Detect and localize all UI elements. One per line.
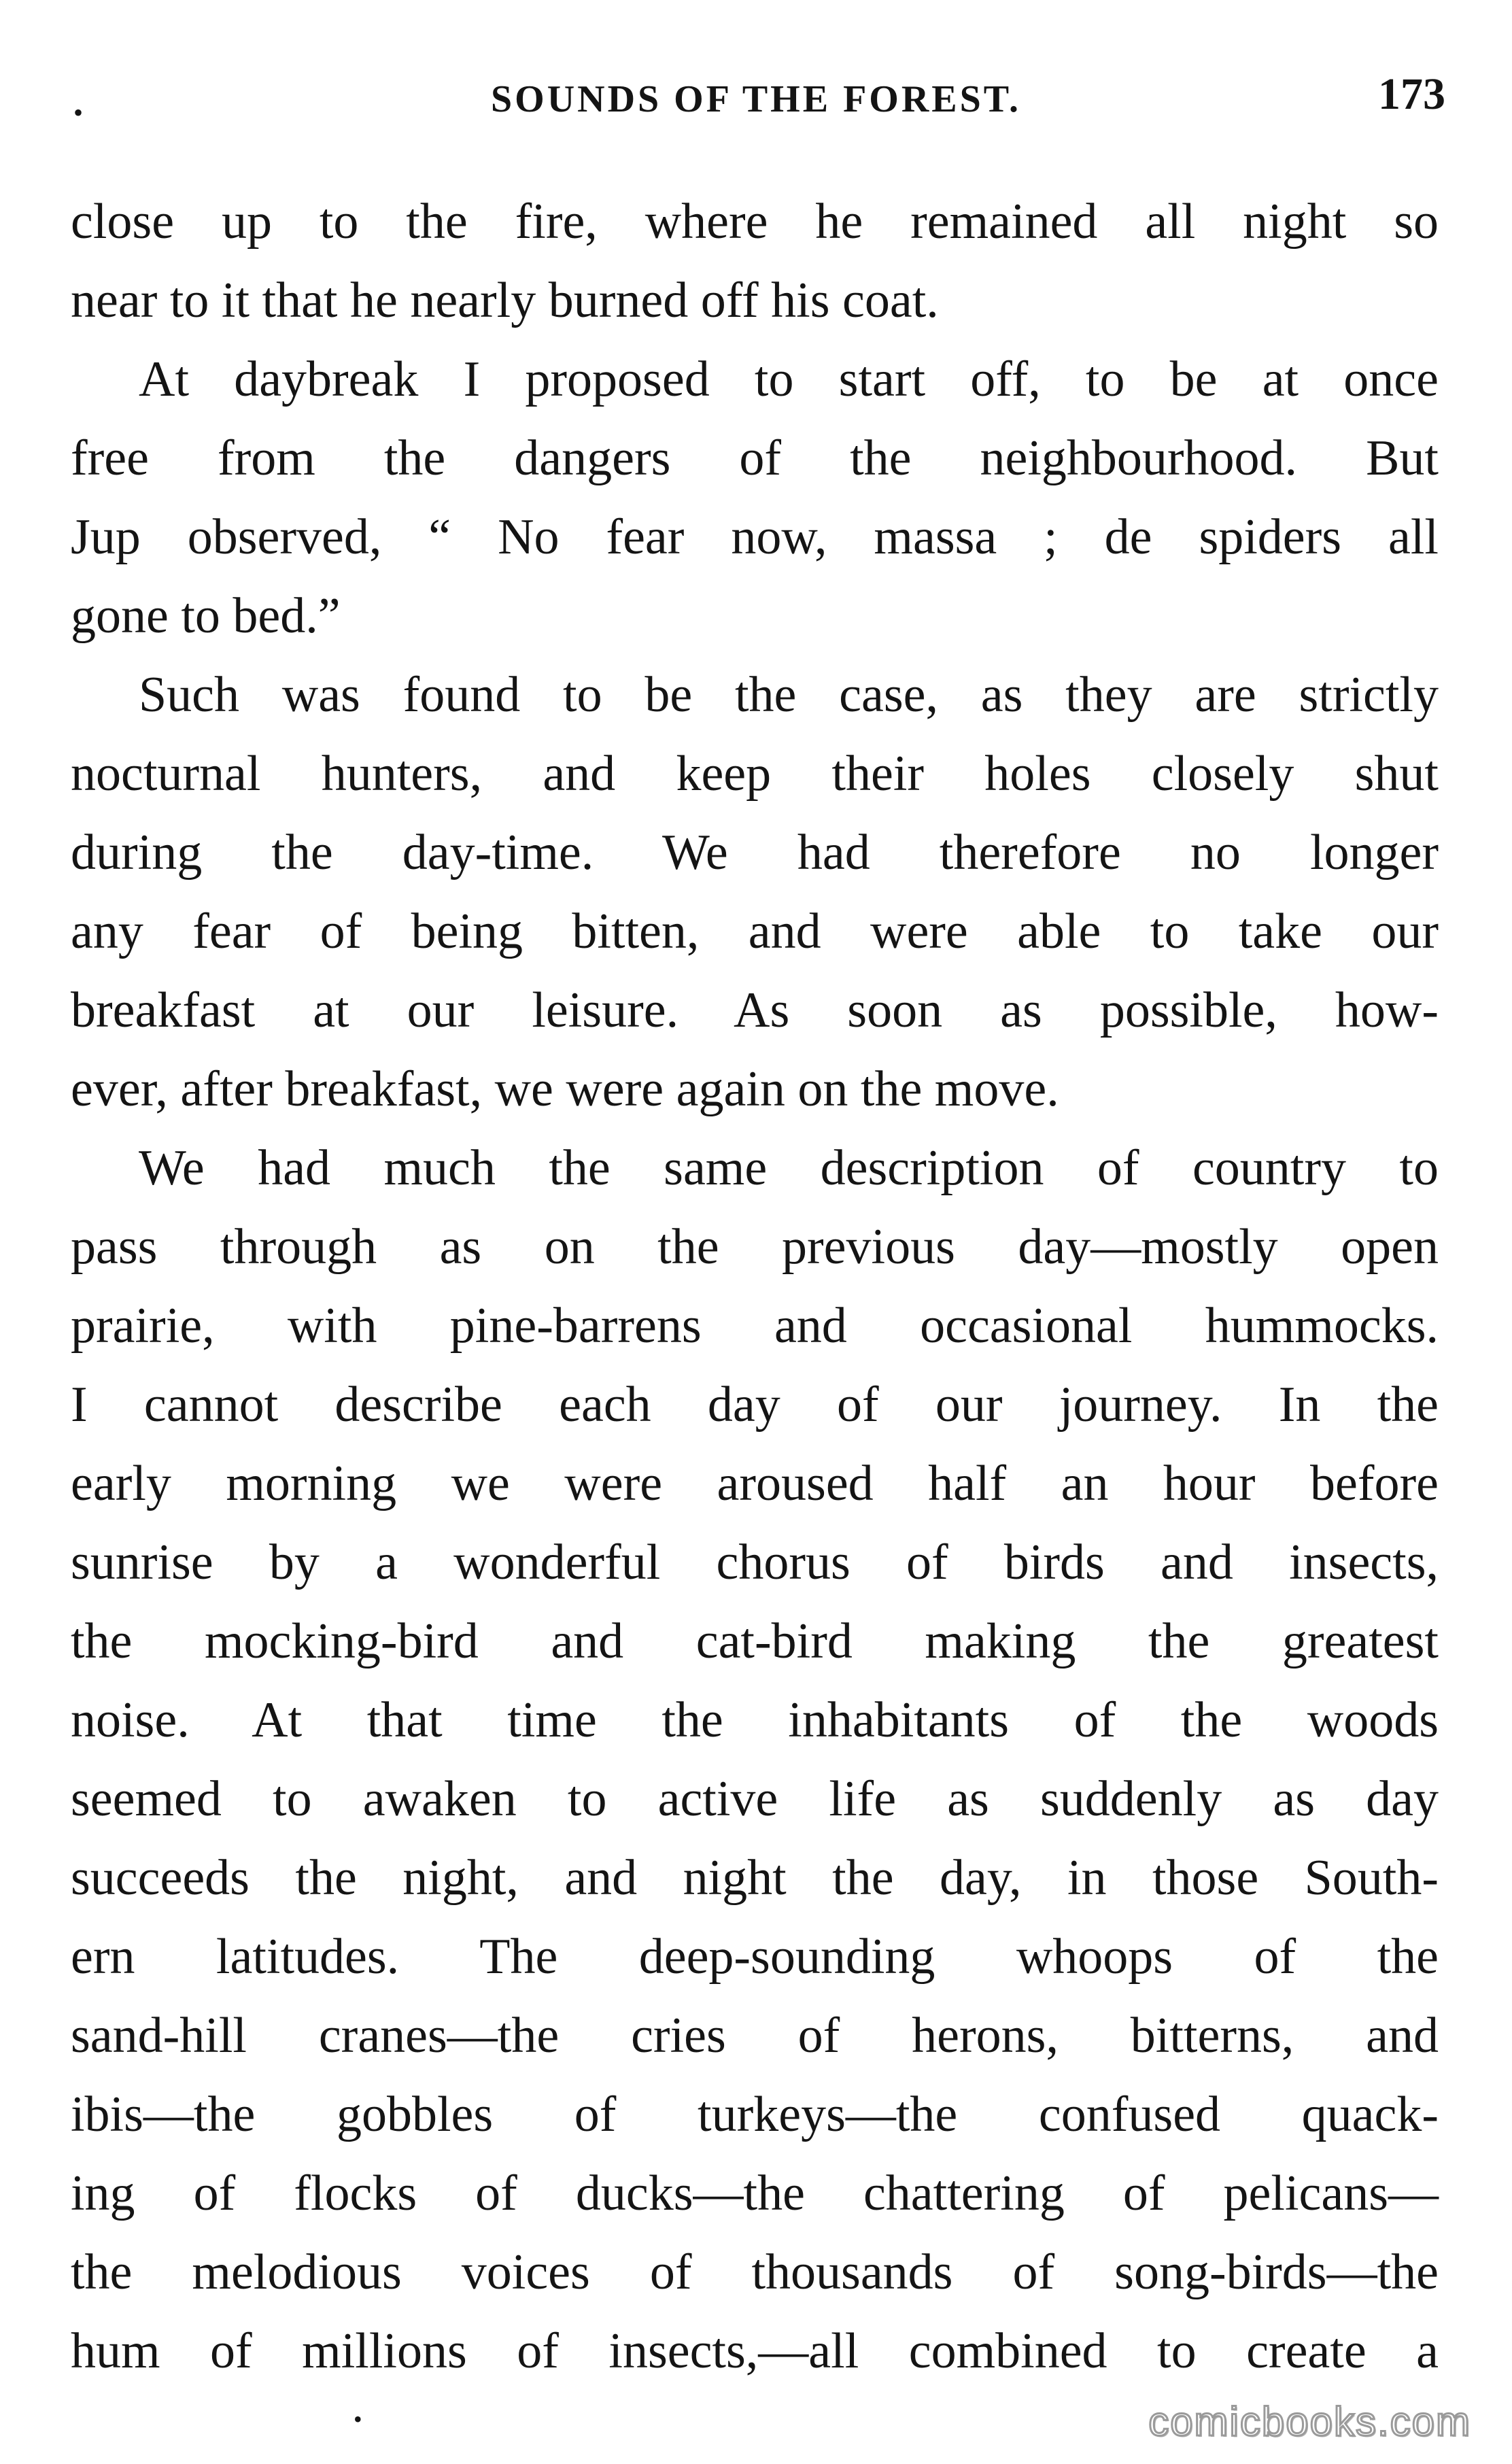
page-header xyxy=(65,68,1447,133)
body-text xyxy=(71,182,1439,2391)
watermark: comicbooks.com xyxy=(1148,2399,1471,2444)
text-line: close up to the fire, where he remained all night so xyxy=(71,194,1439,250)
page-number: 173 xyxy=(1378,69,1445,119)
text-line: pass through as on the previous day—mostly open xyxy=(71,1219,1439,1275)
text-line: during the day-time. We had therefore no longer xyxy=(71,825,1439,880)
text-line: ern latitudes. The deep-sounding whoops of the xyxy=(71,1929,1439,1985)
text-line: any fear of being bitten, and were able to take our xyxy=(71,904,1439,959)
text-line: free from the dangers of the neighbourhood. But xyxy=(71,430,1439,486)
text-line: prairie, with pine-barrens and occasional hummocks. xyxy=(71,1298,1439,1354)
header-mark: • xyxy=(73,97,84,128)
text-line: Jup observed, “ No fear now, massa ; de spiders all xyxy=(71,509,1439,565)
text-line: ibis—the gobbles of turkeys—the confused quack- xyxy=(71,2087,1439,2142)
text-line: breakfast at our leisure. As soon as possible, how- xyxy=(71,982,1439,1038)
text-line: noise. At that time the inhabitants of the woods xyxy=(71,1692,1439,1748)
text-line: I cannot describe each day of our journey. In the xyxy=(71,1377,1439,1433)
text-line: seemed to awaken to active life as suddenly as day xyxy=(71,1771,1439,1827)
text-line: gone to bed.” xyxy=(71,588,341,644)
text-line: sand-hill cranes—the cries of herons, bitterns, and xyxy=(71,2008,1439,2064)
text-line: the mocking-bird and cat-bird making the greatest xyxy=(71,1613,1439,1669)
text-line: near to it that he nearly burned off his coat. xyxy=(71,273,939,328)
text-line: Such was found to be the case, as they are strictly xyxy=(139,667,1439,723)
footer-mark: • xyxy=(354,2406,362,2433)
text-line: early morning we were aroused half an hour before xyxy=(71,1456,1439,1511)
running-head: SOUNDS OF THE FOREST. xyxy=(490,78,1021,120)
text-line: sunrise by a wonderful chorus of birds and insects, xyxy=(71,1535,1439,1590)
text-line: succeeds the night, and night the day, in those South- xyxy=(71,1850,1439,1906)
text-line: the melodious voices of thousands of song-birds—the xyxy=(71,2244,1439,2300)
text-line: ever, after breakfast, we were again on the move. xyxy=(71,1061,1059,1117)
text-line: At daybreak I proposed to start off, to be at once xyxy=(139,352,1439,407)
text-line: ing of flocks of ducks—the chattering of pelicans— xyxy=(71,2166,1439,2221)
text-line: We had much the same description of country to xyxy=(139,1140,1439,1196)
text-line: nocturnal hunters, and keep their holes closely shut xyxy=(71,746,1439,802)
text-line: hum of millions of insects,—all combined to create a xyxy=(71,2323,1439,2379)
